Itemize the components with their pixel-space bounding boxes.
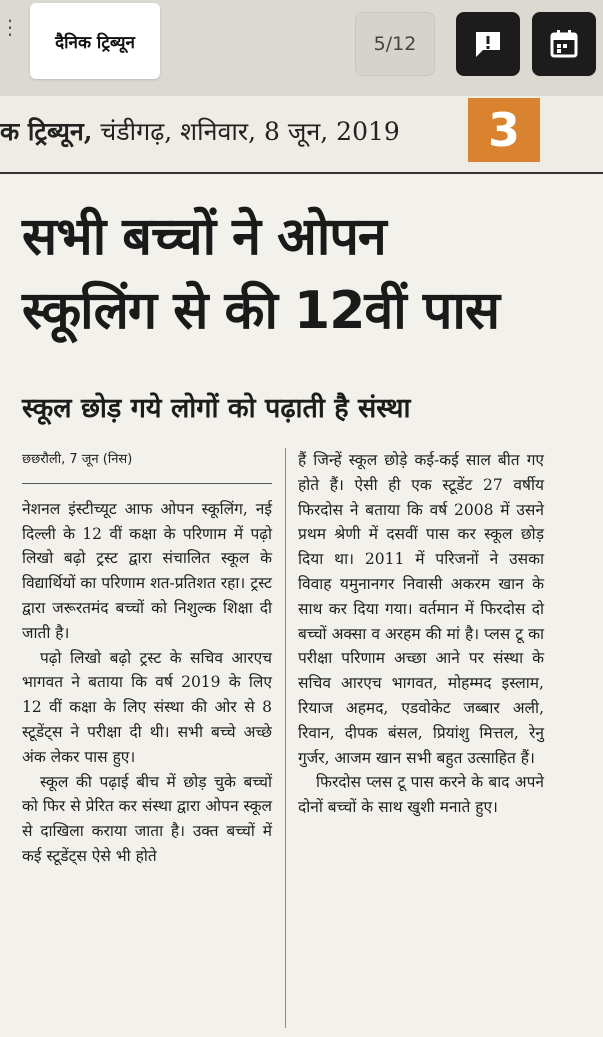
source-logo-text: दैनिक ट्रिब्यून (55, 32, 135, 53)
article-dateline: छछरौली, 7 जून (निस) (22, 448, 272, 484)
calendar-icon (547, 27, 581, 61)
newspaper-header-line (0, 114, 400, 148)
headline-line-1: सभी बच्चों ने ओपन (22, 207, 386, 267)
page-counter: 5/12 (355, 12, 435, 76)
article-paragraph: पढ़ो लिखो बढ़ो ट्रस्ट के सचिव आरएच भागवत ने बताया कि वर्ष 2019 के लिए 12 वीं कक्षा के लिए संस्था की ओर से 8 स्टूडेंट्स ने परीक्षा दी थी। सभी बच्चे अच्छे अंक लेकर पास हुए। (22, 648, 272, 766)
article-paragraph: स्कूल की पढ़ाई बीच में छोड़ चुके बच्चों को फिर से प्रेरित कर संस्था द्वारा ओपन स्कूल से दाखिला कराया जाता है। उक्त बच्चों में कई स्टूडेंट्स ऐसे भी होते (22, 772, 272, 865)
article-paragraph: हैं जिन्हें स्कूल छोड़े कई-कई साल बीत गए होते हैं। ऐसी ही एक स्टूडेंट 27 वर्षीय फिरदोस ने बताया कि वर्ष 2008 में उसने प्रथम श्रेणी में दसवीं पास कर स्कूल छोड़ दिया था। 2011 में परिजनों ने उसका विवाह यमुनानगर निवासी अकरम खान के साथ कर दिया गया। वर्तमान में फिरदोस दो बच्चों अक्सा व अरहम की मां है। प्लस टू का परीक्षा परिणाम अच्छा आने पर संस्था के सचिव आरएच भागवत, मोहम्मद इस्लाम, रियाज अहमद, एडवोकेट जब्बार अली, रिवान, दीपक बंसल, प्रियांशु मित्तल, रेनु गुर्जर, आजम खान सभी बहुत उत्साहित हैं। (298, 451, 544, 767)
article-column-right (298, 448, 544, 820)
calendar-button[interactable] (532, 12, 596, 76)
column-divider (285, 448, 286, 1028)
menu-handle-icon[interactable]: ⋮ (0, 15, 20, 39)
headline-line-2: स्कूलिंग से की 12वीं पास (22, 281, 500, 341)
app-top-bar (0, 0, 603, 96)
article-paragraph: नेशनल इंस्टीच्यूट आफ ओपन स्कूलिंग, नई दिल्ली के 12 वीं कक्षा के परिणाम में पढ़ो लिखो बढ़ो ट्रस्ट द्वारा संचालित स्कूल के विद्यार्थियों का परिणाम शत-प्रतिशत रहा। ट्रस्ट द्वारा जरूरतमंद बच्चों को निशुल्क शिक्षा दी जाती है। (22, 499, 272, 642)
newspaper-place-date: चंडीगढ़, शनिवार, 8 जून, 2019 (100, 117, 400, 146)
source-logo-card[interactable] (30, 3, 160, 79)
article-subheadline: स्कूल छोड़ गये लोगों को पढ़ाती है संस्था (22, 393, 411, 424)
newspaper-name: क ट्रिब्यून, (0, 117, 93, 146)
article-column-left (22, 448, 272, 869)
article-headline (22, 200, 592, 348)
newspaper-page-number: 3 (468, 98, 540, 162)
feedback-icon (471, 27, 505, 61)
article-paragraph: फिरदोस प्लस टू पास करने के बाद अपने दोनों बच्चों के साथ खुशी मनाते हुए। (298, 773, 544, 817)
feedback-button[interactable] (456, 12, 520, 76)
